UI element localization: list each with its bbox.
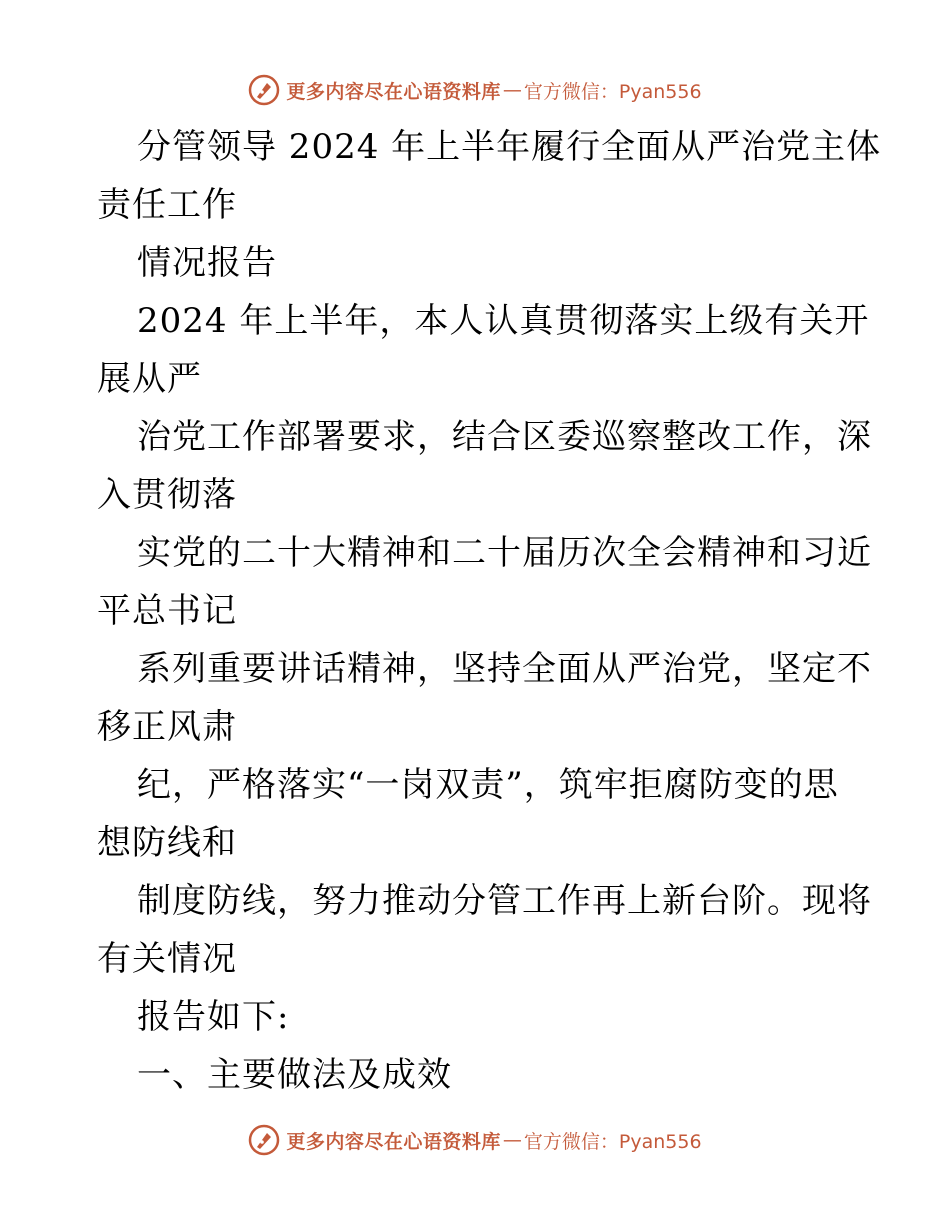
paragraph-line: 移正风肃 bbox=[97, 707, 237, 747]
header-watermark-banner bbox=[0, 70, 950, 110]
paragraph-line: 系列重要讲话精神，坚持全面从严治党，坚定不 bbox=[137, 649, 872, 689]
pen-nib-logo-icon bbox=[248, 1124, 280, 1156]
paragraph-line: 2024 年上半年，本人认真贯彻落实上级有关开 bbox=[137, 301, 870, 341]
section-heading: 一、主要做法及成效 bbox=[137, 1055, 452, 1095]
paragraph-line: 报告如下: bbox=[137, 997, 290, 1037]
paragraph-line: 展从严 bbox=[97, 359, 202, 399]
footer-contact-text: 官方微信：Pyan556 bbox=[523, 1130, 702, 1153]
pen-nib-logo-icon bbox=[248, 74, 280, 106]
paragraph-line: 纪，严格落实“一岗双责”，筑牢拒腐防变的思 bbox=[137, 765, 839, 805]
header-separator: — bbox=[502, 79, 522, 101]
title-line-2: 责任工作 bbox=[97, 185, 237, 225]
document-body bbox=[97, 118, 882, 1104]
header-site-text: 更多内容尽在心语资料库 bbox=[286, 80, 501, 103]
footer-watermark-banner bbox=[0, 1120, 950, 1160]
paragraph-line: 入贯彻落 bbox=[97, 475, 237, 515]
title-line-3: 情况报告 bbox=[137, 243, 277, 283]
paragraph-line: 实党的二十大精神和二十届历次全会精神和习近 bbox=[137, 533, 872, 573]
paragraph-line: 想防线和 bbox=[97, 823, 237, 863]
paragraph-line: 制度防线，努力推动分管工作再上新台阶。现将 bbox=[137, 881, 872, 921]
header-contact-text: 官方微信：Pyan556 bbox=[523, 80, 702, 103]
title-line-1: 分管领导 2024 年上半年履行全面从严治党主体 bbox=[137, 127, 882, 167]
footer-separator: — bbox=[502, 1129, 522, 1151]
footer-site-text: 更多内容尽在心语资料库 bbox=[286, 1130, 501, 1153]
paragraph-line: 有关情况 bbox=[97, 939, 237, 979]
paragraph-line: 平总书记 bbox=[97, 591, 237, 631]
paragraph-line: 治党工作部署要求，结合区委巡察整改工作，深 bbox=[137, 417, 872, 457]
